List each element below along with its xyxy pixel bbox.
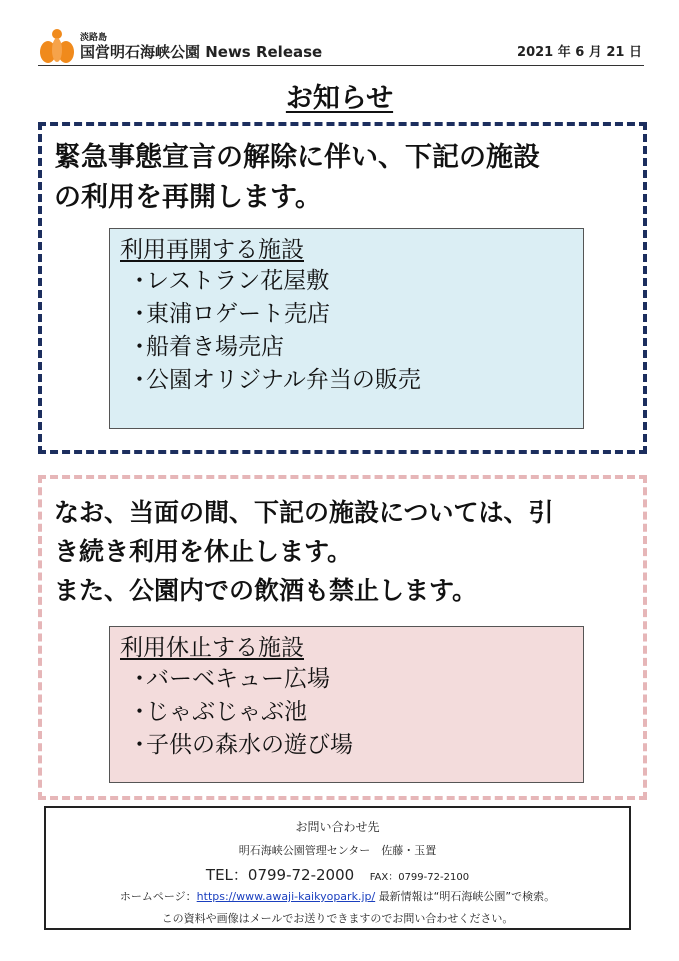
list-item-label: じゃぶじゃぶ池 <box>146 699 307 725</box>
list-item <box>120 729 573 762</box>
news-release-header <box>38 26 644 66</box>
suspension-line-2: き続き利用を休止します。 <box>54 537 353 566</box>
homepage-link[interactable]: https://www.awaji-kaikyopark.jp/ <box>196 890 376 903</box>
contact-web-line <box>46 888 629 904</box>
bullet-icon: ・ <box>128 367 151 393</box>
phone-number: TEL：0799-72-2000 <box>205 866 355 884</box>
search-note: 最新情報は“明石海峡公園”で検索。 <box>378 890 556 903</box>
suspended-facilities-list <box>109 626 584 783</box>
contact-heading: お問い合わせ先 <box>295 820 380 834</box>
suspended-list-heading: 利用休止する施設 <box>120 635 304 661</box>
bullet-icon: ・ <box>128 268 151 294</box>
reopen-announcement <box>54 138 634 218</box>
mail-note: この資料や画像はメールでお送りできますのでお問い合わせください。 <box>161 912 514 925</box>
reopen-line-2: の利用を再開します。 <box>54 182 322 213</box>
notice-title-text: お知らせ <box>285 83 394 114</box>
list-item-label: 東浦ロゲート売店 <box>146 301 330 327</box>
bullet-icon: ・ <box>128 699 151 725</box>
header-title: 国営明石海峡公園 News Release <box>80 43 323 61</box>
suspension-line-1: なお、当面の間、下記の施設については、引 <box>54 498 554 527</box>
bullet-icon: ・ <box>128 732 151 758</box>
list-item-label: バーベキュー広場 <box>146 666 330 692</box>
list-item <box>120 298 573 331</box>
reopen-line-1: 緊急事態宣言の解除に伴い、下記の施設 <box>54 142 540 173</box>
contact-phone-line <box>46 864 629 885</box>
suspension-line-3: また、公園内での飲酒も禁止します。 <box>54 576 478 605</box>
release-date: 2021 年 6 月 21 日 <box>517 45 642 60</box>
reopen-facilities-list <box>109 228 584 429</box>
reopen-notice-box <box>38 122 647 454</box>
list-item <box>120 696 573 729</box>
list-item-label: 船着き場売店 <box>146 334 284 360</box>
park-logo-icon <box>38 28 76 64</box>
contact-center: 明石海峡公園管理センター 佐藤・玉置 <box>238 844 437 857</box>
list-item <box>120 265 573 298</box>
list-item-label: 子供の森水の遊び場 <box>146 732 353 758</box>
list-item <box>120 331 573 364</box>
list-item <box>120 663 573 696</box>
bullet-icon: ・ <box>128 334 151 360</box>
bullet-icon: ・ <box>128 666 151 692</box>
fax-number: FAX：0799-72-2100 <box>369 872 470 883</box>
notice-title <box>0 76 679 115</box>
suspension-announcement <box>54 493 639 610</box>
bullet-icon: ・ <box>128 301 151 327</box>
suspension-notice-box <box>38 475 647 800</box>
contact-box <box>44 806 631 930</box>
list-item-label: レストラン花屋敷 <box>146 268 330 294</box>
list-item <box>120 364 573 397</box>
reopen-list-heading: 利用再開する施設 <box>120 237 304 263</box>
header-region-label: 淡路島 <box>80 33 108 43</box>
list-item-label: 公園オリジナル弁当の販売 <box>146 367 421 393</box>
homepage-label: ホームページ： <box>119 890 197 903</box>
